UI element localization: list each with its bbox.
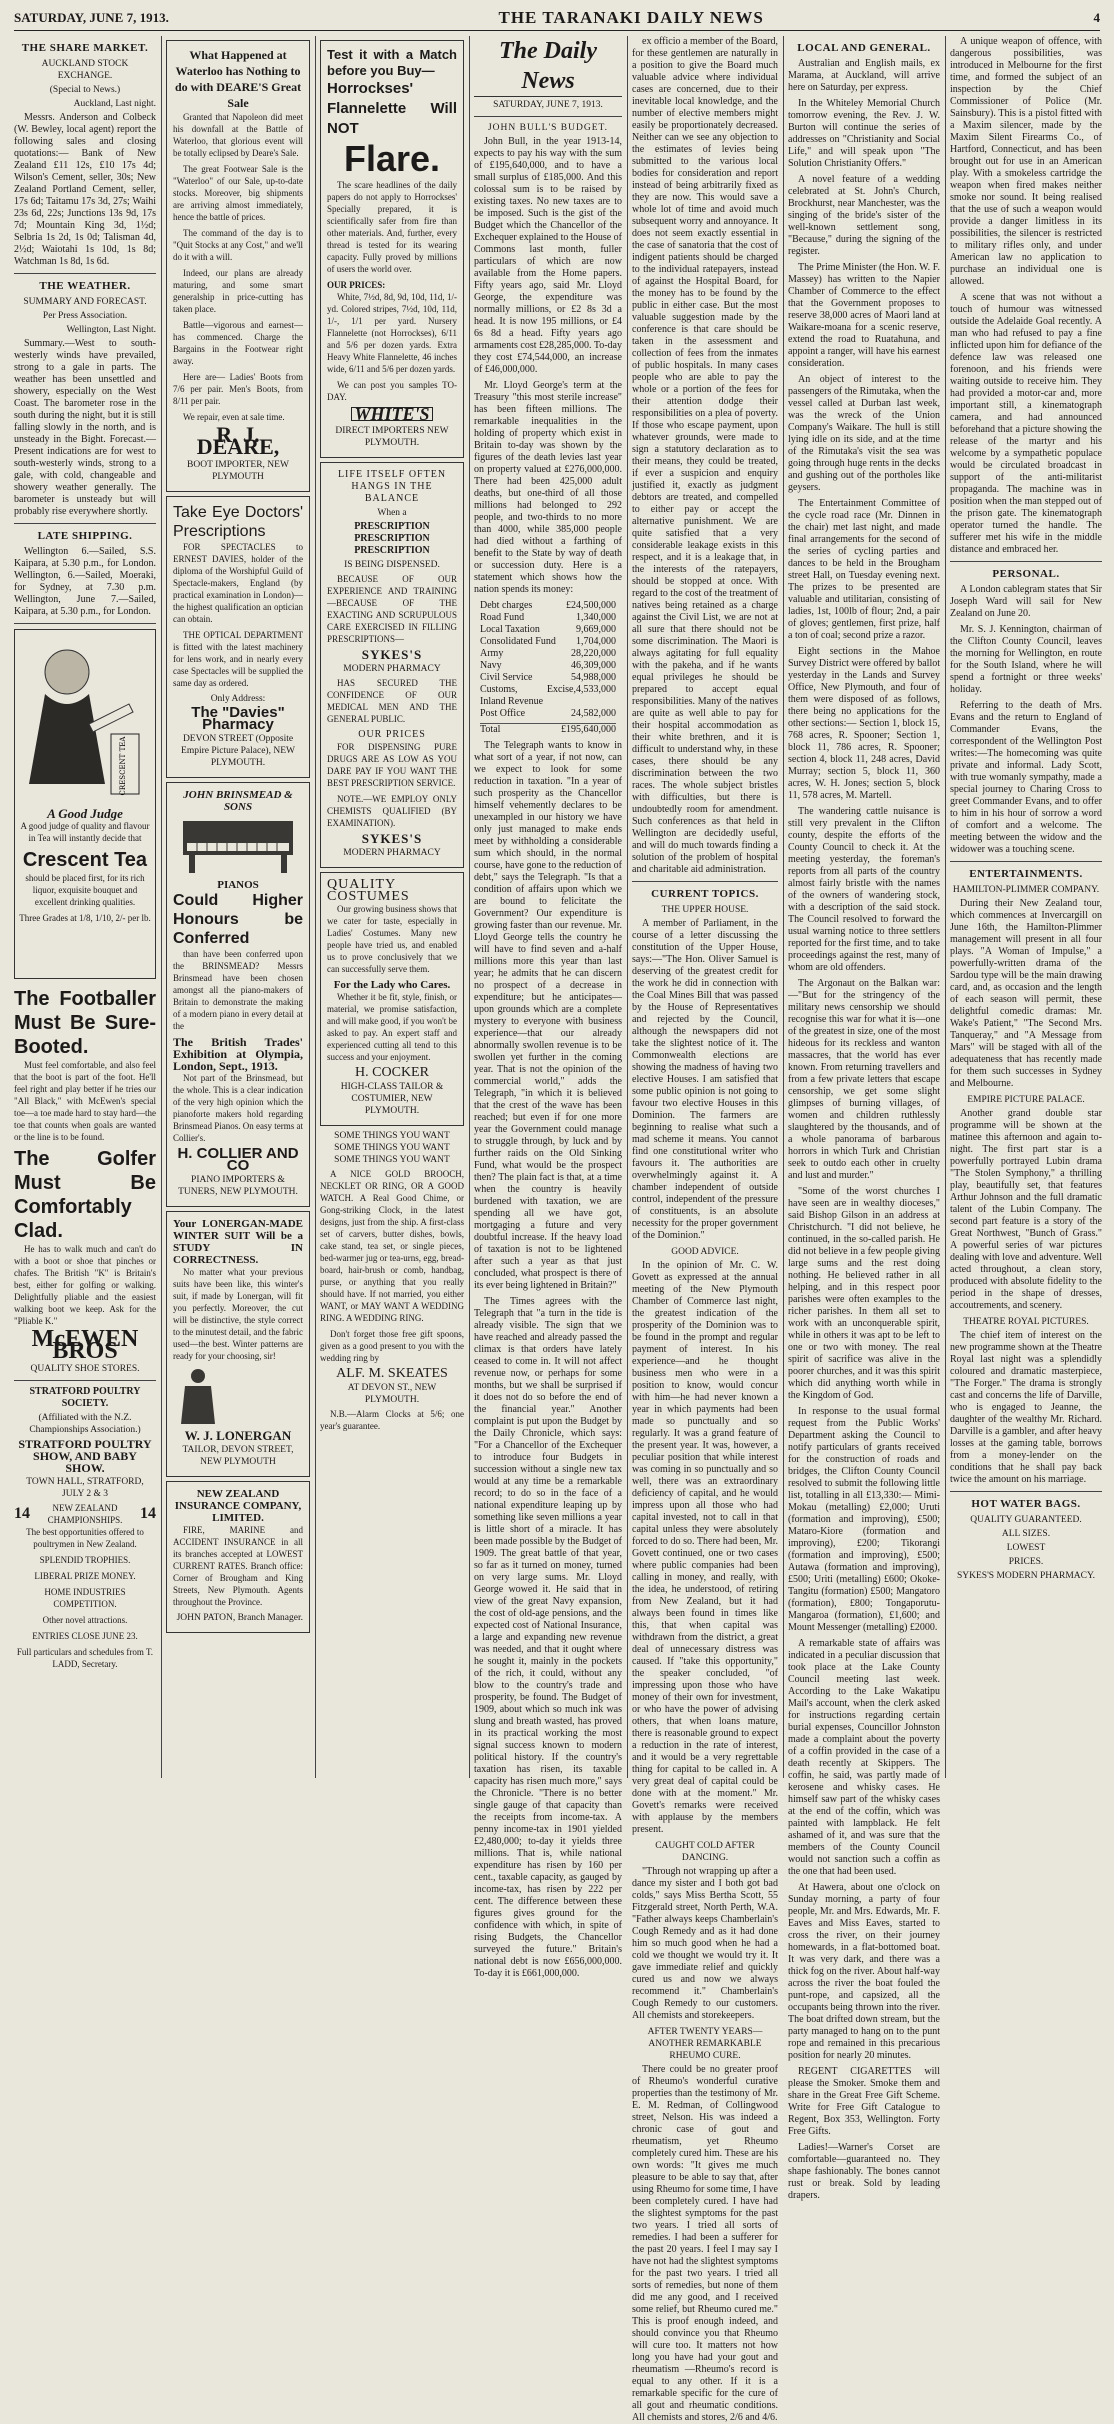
budget-item-value: 4,533,000 bbox=[576, 684, 616, 695]
whites-logo: WHITE'S bbox=[351, 407, 433, 421]
column-rule bbox=[469, 36, 470, 1778]
share-article-text: Messrs. Anderson and Colbeck (W. Bewley, local agent) report the following sales and closing quotations:— Bank of New Zealand £11 12s, £10 17s 4d; Wilson's Cement, seller, 30s; New Zealand Portland Cement, seller, 17s 6d; Taitamu 17s 3d, 27s; Waihi 23s 6d, 22s; Junctions 13s 9d, 17s 7d; Mountain King 3d, 1½d; Selbria 1s 2d, 1s 0d; Talisman 4d, 2½d; Waiotahi 1s 10d, 1s 8d; Watchman 1s 8d, 1s 6d. bbox=[14, 112, 156, 267]
waterloo-text: Battle—vigorous and earnest—has commenced. Charge the Bargains in the Footwear right away. bbox=[173, 320, 303, 366]
share-subheading: AUCKLAND STOCK EXCHANGE. bbox=[41, 59, 129, 81]
crescent-line1: A good judge of quality and flavour in Tea will instantly decide that bbox=[20, 821, 150, 843]
hwb-line: PRICES. bbox=[1008, 1557, 1044, 1567]
hot-water-bags-heading: HOT WATER BAGS. bbox=[971, 1498, 1081, 1510]
collier-name: H. COLLIER AND CO bbox=[177, 1145, 299, 1174]
budget-item-label: Consolidated Fund bbox=[480, 636, 556, 647]
column-rule bbox=[161, 36, 162, 1778]
championship-line: SPLENDID TROPHIES. bbox=[39, 1555, 131, 1565]
waterloo-text: The great Footwear Sale is the "Waterloo" of our Sale, up-to-date stocks. Moreover, big shipments are arriving almost immediately, hence the battle of prices. bbox=[173, 164, 303, 222]
share-market-heading: THE SHARE MARKET. bbox=[21, 42, 149, 54]
eye-doctors-title: Take Eye Doctors' Prescriptions bbox=[173, 504, 303, 540]
hwb-line: SYKES'S MODERN PHARMACY. bbox=[956, 1571, 1095, 1581]
budget-item-label: Debt charges bbox=[480, 600, 533, 611]
insurance-title: NEW ZEALAND INSURANCE COMPANY, LIMITED. bbox=[174, 1488, 302, 1524]
lady-text: Whether it be fit, style, finish, or material, we promise satisfaction, and will make good, if you won't be asked to pay. An expert staff and experienced cutting all tend to this success and your enjoyment. bbox=[327, 992, 457, 1062]
skeates-note: N.B.—Alarm Clocks at 5/6; one year's guarantee. bbox=[320, 1409, 464, 1431]
share-byline: (Special to News.) bbox=[49, 85, 121, 95]
masthead-page-number: 4 bbox=[1093, 10, 1100, 25]
deare-name: R. J. DEARE, bbox=[196, 422, 280, 459]
entertainments-heading: ENTERTAINMENTS. bbox=[969, 868, 1083, 880]
deare-subtitle: BOOT IMPORTER, NEW PLYMOUTH bbox=[187, 460, 289, 482]
empire-picture-heading: EMPIRE PICTURE PALACE. bbox=[967, 1095, 1085, 1105]
column-rule bbox=[783, 36, 784, 1778]
local-paragraph: Eight sections in the Mahoe Survey District were offered by ballot yesterday in the Lands and Survey Office, New Plymouth, and four of them were disposed of as follows, there being no applications for the other sections:— Section 1, block 15, 768 acres, R. Spooner; Section 1, block 11, 786 acres, R. Spooner; section 4, block 11, 248 acres, David Murray; section 5, block 11, 360 acres, W. H. Jones; section 5, block 11, 578 acres, M. Martell. bbox=[788, 646, 940, 801]
theatre-royal-heading: THEATRE ROYAL PICTURES. bbox=[963, 1317, 1089, 1327]
budget-table-row bbox=[480, 684, 616, 708]
brooch-text: A NICE GOLD BROOCH, NECKLET OR RING, OR A GOOD WATCH. A Real Good Chime, or Gong-striking Clock, in the latest designs, just from the ship. A first-class set of carvers, butter dishes, bowls, cake stand, tea set, or single pieces, bed-warmer jug or tea-urns, egg, bread-board, hair-brush or comb, handbag, purse, or anything that you really should have. If not married, you either WANT, or MAY WANT A WEDDING RING. A WEDDING RING. bbox=[320, 1169, 464, 1323]
budget-item-label: Local Taxation bbox=[480, 624, 540, 635]
local-general-heading: LOCAL AND GENERAL. bbox=[797, 42, 931, 54]
brinsmead-title: Could Higher Honours be Conferred bbox=[173, 892, 303, 947]
stratford-place: TOWN HALL, STRATFORD, JULY 2 & 3 bbox=[26, 1477, 144, 1499]
life-text: IS BEING DISPENSED. bbox=[344, 560, 440, 570]
prices-text: White, 7½d, 8d, 9d, 10d, 11d, 1/- yd. Colored stripes, 7½d, 10d, 11d, 1/-, 1/1 per yard. Nursery Flannelette (not Horrockses), 6/11 and 5/6 per dozen yards. Extra Heavy White Flannelette, 46 inches wide, 6/11 and 5/6 per dozen yards. bbox=[327, 292, 457, 374]
local-paragraph: A novel feature of a wedding celebrated at St. John's Church, Brockhurst, near Manchester, was the singing of the bride's sister of the well-known settlement song, "Because," during the signing of the register. bbox=[788, 174, 940, 257]
eye-address-label: Only Address: bbox=[210, 694, 266, 704]
column-6 bbox=[788, 36, 940, 2201]
column-rule bbox=[627, 36, 628, 1778]
waterloo-title: What Happened at Waterloo has Nothing to do with DEARE'S Great Sale bbox=[174, 48, 302, 110]
budget-item-value: 1,704,000 bbox=[576, 636, 616, 647]
championship-line: LIBERAL PRIZE MONEY. bbox=[34, 1571, 136, 1581]
stratford-show: STRATFORD POULTRY SHOW, AND BABY SHOW. bbox=[18, 1437, 152, 1475]
insurance-text: FIRE, MARINE and ACCIDENT INSURANCE in all its branches accepted at LOWEST CURRENT RATES. Branch office: Corner of Brougham and King Streets, New Plymouth. Agents throughout the Province. bbox=[173, 1525, 303, 1607]
editorial-date: SATURDAY, JUNE 7, 1913. bbox=[493, 100, 603, 110]
weather-subheading: SUMMARY AND FORECAST. bbox=[23, 297, 147, 307]
masthead bbox=[14, 6, 1100, 31]
waterloo-text: The command of the day is to "Quit Stocks at any Cost," and we'll do it with a will. bbox=[173, 228, 303, 262]
local-paragraph: An object of interest to the passengers of the Rimutaka, when the vessel called at Durban last week, was the wreck of the Union Company's Waikare. The hull is still lying idle on its side, and at the time of the Rimutaka's visit the sea was going through huge rents in the decks and gushing out of the portholes like geysers. bbox=[788, 374, 940, 493]
shipping-text: Wellington 6.—Sailed, S.S. Kaipara, at 5.30 p.m., for London. Wellington, 6.—Sailed, Moeraki, for Sydney, at 7.30 p.m. Wellington, June 7.—Sailed, Kaipara, at 5.30 p.m., for London. bbox=[14, 546, 156, 617]
crescent-price: Three Grades at 1/8, 1/10, 2/- per lb. bbox=[19, 913, 151, 923]
crescent-judge-title: A Good Judge bbox=[47, 806, 123, 821]
hospital-editorial-text: ex officio a member of the Board, for these gentlemen are naturally in a position to give the Board much valuable advice where individual cases are concerned, due to their inevitable local knowledge, and the number of elective members might easily be proportionately decreased. Neither can we see any objection to the estimates of levies being submitted to the various local bodies for consideration and report instead of being arbitrarily fixed as they are now. This would save a whole lot of time and avoid much subsequent worry and annoyance. It does not seem exactly essential in the case of sanatoria that the cost of indigent patients should be charged to the individual ratepayers, instead of against the Hospital Board, for the money has to be found by the public in either case. But the most valuable suggestion made by the conference is that care should be taken in the assessment and collection of fees from the inmates of public hospitals. In many cases people who are able to pay the whole or a portion of the fees for their attention dodge their responsibilities on a plea of poverty. If those who escape payment, upon whatever grounds, were made to sign a statutory declaration as to their means, they could be treated, if ever a suspicion and enquiry justified it, exactly as judgment debtors are treated, and compelled to either pay or accept the alternative punishment. We are quite satisfied that a very considerable leakage exists in this respect, and it is a leakage that, in the interests of the ratepayers, should be stopped at once. With regard to the cost of the treatment of natives being retained as a charge against the Civil List, we are not at all sure that there should not be some discrimination. The Maori is always agitating for full equality with the pakeha, and if he wants equal privileges he should be prepared to accept equal responsibilities. Many of the natives are quite as well able to pay for their hospital accommodation as their white brethren, and it is difficult to understand why, in these cases, there should be any discrimination between the two races. The whole subject bristles with difficulties, but there is undoubtedly room for amendment. Such conferences as that held in Wellington are decidedly useful, and will do much towards finding a solution of the problem of hospital and charitable aid administration. bbox=[632, 36, 778, 875]
weather-article-text: Summary.—West to south-westerly winds have prevailed, strong to a gale in parts. The weather has been unsettled and showery, especially on the West Coast. The barometer rose in the south during the night, but it is still falling slowly in the north, and is unsteady in the Bight. Forecast.—Present indications are for west to south-westerly winds, strong to a gale, with cold, changeable and showery weather generally. The barometer is unsteady but will probably rise everywhere shortly. bbox=[14, 338, 156, 517]
waterloo-text: Indeed, our plans are already maturing, and some smart generalship in price-cutting has taken place. bbox=[173, 268, 303, 314]
budget-item-value: £24,500,000 bbox=[566, 600, 616, 611]
cold-text: "Through not wrapping up after a dance my sister and I both got bad colds," says Miss Bertha Scott, 55 Fitzgerald street, North Perth, W.A. "Father always keeps Chamberlain's Cough Remedy and as it had done him so much good when he had a cold we thought we would try it. It gave immediate relief and quickly cured us and now we always recommend it." Chamberlain's Cough Remedy to our customers. All chemists and storekeepers. bbox=[632, 1866, 778, 2021]
budget-total-label: Total bbox=[480, 724, 501, 735]
column-3 bbox=[320, 36, 464, 1778]
regent-cigarettes-text: REGENT CIGARETTES will please the Smoker. Smoke them and share in the Great Free Gift Scheme. Write for Free Gift Catalogue to Regent, Box 353, Wellington. Forty Free Gifts. bbox=[788, 2066, 940, 2137]
brinsmead-exhibition: The British Trades' Exhibition at Olympia, London, Sept., 1913. bbox=[173, 1035, 303, 1073]
crescent-tea-name: Crescent Tea bbox=[22, 849, 148, 871]
sykes-text: BECAUSE OF OUR EXPERIENCE AND TRAINING—BECAUSE OF THE EXACTING AND SCRUPULOUS CARE EXERCISED IN FILLING PRESCRIPTIONS— bbox=[327, 574, 457, 644]
quality-text: Our growing business shows that we cater for taste, especially in Ladies' Costumes. Many new people have tried us, and enabled us to prove conclusively that we can successfully serve them. bbox=[327, 904, 457, 974]
local-paragraph: The Entertainment Committee of the cycle road race (Mr. Dinnen in the chair) met last night, and made final arrangements for the second of the series of cycling parties and dances to be held in the Brougham street Hall, on Tuesday evening next. The prizes to be presented are valuable and utilitarian, consisting of ladies, 1st, 100lb of flour; 2nd, a pair of gloves; gentlemen, first prize, half a ton of coal; second prize a razor. bbox=[788, 498, 940, 641]
local-paragraph: The wandering cattle nuisance is still very prevalent in the Clifton county, despite the efforts of the County Council to check it. At the meeting yesterday, the foreman's reports from all parts of the country almost fairly bristle with the names of the owners of wandering stock, with a description of the said stock. The Council resolved to forward the usual warning notice to three settlers reported for the first time, and to take proceedings against the rest, many of whom are old offenders. bbox=[788, 806, 940, 973]
horrockses-advert bbox=[320, 40, 464, 458]
sykes-subtitle: MODERN PHARMACY bbox=[343, 664, 441, 674]
lady-heading: For the Lady who Cares. bbox=[333, 979, 451, 991]
budget-item-value: 24,582,000 bbox=[571, 708, 616, 719]
horrockses-text: The scare headlines of the daily papers do not apply to Horrockses' Specially prepared, it is scientifically safer from fire than other materials. And, further, every thread is tested for its wearing capacity. Fully proved by millions of users the world over. bbox=[327, 180, 457, 274]
sykes-text: HAS SECURED THE CONFIDENCE OF OUR MEDICAL MEN AND THE GENERAL PUBLIC. bbox=[327, 678, 457, 724]
masthead-paper-name: THE TARANAKI DAILY NEWS bbox=[498, 8, 764, 27]
sykes-subtitle: MODERN PHARMACY bbox=[343, 848, 441, 858]
waterloo-text: Granted that Napoleon did meet his downfall at the Battle of Waterloo, that glorious event will be totally eclipsed by Deare's Sale. bbox=[173, 112, 303, 158]
budget-item-label: Civil Service bbox=[480, 672, 533, 683]
brinsmead-logo: JOHN BRINSMEAD & SONS bbox=[183, 789, 293, 813]
news-paragraph: A scene that was not without a touch of humour was witnessed outside the Adelaide Goal recently. A man who had refused to pay a fine inflicted upon him for defiance of the defence law was released one forenoon, and his friends were waiting outside to receive him. They had provided a motor-car and, more important still, a kinematograph camera, and had announced beforehand that a picture showing the release of the martyr and his welcome by a sympathetic populace would be circulated broadcast in support of the anti-militarist propaganda. The machine was in position when the man stepped out of the prison gate. The kinematograph operator turned the handle. The sufferer met his wife in the middle distance and embraced her. bbox=[950, 292, 1102, 555]
budget-table-row bbox=[480, 624, 616, 636]
budget-paragraph: The Times agrees with the Telegraph that "a turn in the tide is already visible. The sign that we have reached and already passed the climax is that orders have lately ceased to come in. It will not affect revenue now, or perhaps for some months, but we shall be surprised if it does not do so before the end of the financial year." Another complaint is put upon the Budget by the Daily Chronicle, which says: "For a Chancellor of the Exchequer to introduce four Budgets in succession without a single new tax would at any time be a remarkable record; to do so in the face of a national expenditure leaping up by something like seven millions a year is little short of a miracle. It has been made possible by the Budget of 1909. The great battle of that year, so far as it turned on money, turned on very large sums. Mr. Lloyd George wowed it. He said that in view of the great Navy expansion, the cost of old-age pensions, and the expected cost of National Insurance, a large and expanding new revenue was needed, and that it ought where he sought it, mainly in the pockets of the rich, it could, without any blow to the country's trade and prosperity, be found. The Budget of 1909, about which so much ink was slung and breath wasted, has proved in its practical working the most signal success known to modern political history. If the country's taxation has risen, its taxable capacity has risen much more," says the Chronicle. "There is no better single gauge of that capacity than the receipts from income-tax. A penny income-tax in 1901 yielded £2,480,000; to-day it yields three millions. That is, while national expenditure has risen by 160 per cent., taxable capacity, as gauged by income-tax, has risen by 222 per cent. The difference between these figures gives ground for the confidence with which, in spite of rising Budgets, the Chancellor surveyed the future." Britain's national debt is now £656,000,000. To-day it is £661,000,000. bbox=[474, 1296, 622, 1979]
column-rule bbox=[945, 36, 946, 1778]
life-when: When a bbox=[377, 508, 407, 518]
local-paragraph: In response to the usual formal request from the Public Works' Department asking the Council to notify particulars of grants received for the construction of roads and bridges, the Clifton County Council resolved to submit the following little list, totalling in all £13,330:— Mimi-Mokau (metalling) £2,000; Uruti (formation and improving), £500; Mataro-Kiore (formation and improving), £200; Tikorangi (formation and improving), £500; Autawa (formation and improving), £500; Uriti (metalling) £600; Okoke-Tangitu (formation) £500; Mangatoro (formation), £800; Tongaporutu-Mangaroa (formation), £1,600; and Mount Messenger (metalling) £2000. bbox=[788, 1406, 940, 1633]
tea-drinker-illustration-icon bbox=[19, 634, 151, 804]
cold-heading: CAUGHT COLD AFTER DANCING. bbox=[655, 1841, 755, 1863]
golfer-ad-title: The Golfer Must Be Comfortably Clad. bbox=[14, 1148, 156, 1242]
current-topics-heading: CURRENT TOPICS. bbox=[651, 888, 759, 900]
brinsmead-pianos-label: PIANOS bbox=[217, 879, 259, 891]
footballer-ad-text: Must feel comfortable, and also feel that the boot is part of the foot. He'll feel right and play better if he tries our "All Black," with McEwen's special toe—a toe made hard to stay hard—the toe that counts when goals are wanted or the line is to be found. bbox=[14, 1060, 156, 1142]
budget-table-row bbox=[480, 648, 616, 660]
entertainment-paragraph: During their New Zealand tour, which commences at Invercargill on June 16th, the Hamilton-Plimmer management will present in all four plays. "A Woman of Impulse," a powerfully-written drama of the Sardou type will be the main drawing card, and, as occasion and the length of each season will permit, these delightful comedic dramas: Mr. Wake's Patient," "The Second Mrs. Tanqueray," and "A Message from Mars" will be staged with all of the adequateness that has recently made for them such successes in Sydney and Melbourne. bbox=[950, 898, 1102, 1089]
budget-table bbox=[480, 600, 616, 720]
column-rule bbox=[315, 36, 316, 1778]
eye-text: FOR SPECTACLES to ERNEST DAVIES, holder of the diploma of the Worshipful Guild of Spectacle-makers, England (by practical examination in London)—the highest qualification an optician can obtain. bbox=[173, 542, 303, 624]
championship-line: The best opportunities offered to poultrymen in New Zealand. bbox=[26, 1527, 144, 1549]
sykes-text: FOR DISPENSING PURE DRUGS ARE AS LOW AS YOU DARE PAY IF YOU WANT THE BEST PRESCRIPTION SERVICE. bbox=[327, 742, 457, 788]
davies-pharmacy-name: The "Davies" Pharmacy bbox=[191, 704, 285, 733]
horrockses-title: Test it with a Match before you Buy— bbox=[327, 47, 457, 78]
sykes-prescription-advert bbox=[320, 462, 464, 868]
daily-news-logo: The Daily News bbox=[474, 36, 622, 97]
eye-text: THE OPTICAL DEPARTMENT is fitted with the latest machinery for lens work, and in nearly every case Spectacles will be supplied the same day as ordered. bbox=[173, 630, 303, 688]
stratford-affiliation: (Affiliated with the N.Z. Championships Association.) bbox=[29, 1413, 141, 1435]
tailor-figure-icon bbox=[173, 1366, 223, 1426]
sykes-name: SYKES'S bbox=[361, 647, 423, 662]
column-1 bbox=[14, 36, 156, 1778]
entertainment-paragraph: The chief item of interest on the new programme shown at the Theatre Royal last night was a splendidly coloured and dramatic masterpiece, "The Forger." The drama is strongly cast and concerns the life of Darville, who is engaged to Jeanne, the daughter of the wealthy Mr. Richard. Darville is a gambler, and after heavy losses at the gaming table, borrows from a money-lender on the conditions that he shall pay back twice the amount on his marriage. bbox=[950, 1330, 1102, 1485]
lonergan-name: W. J. LONERGAN bbox=[184, 1428, 292, 1443]
budget-table-row bbox=[480, 660, 616, 672]
skeates-subtitle: AT DEVON ST., NEW PLYMOUTH. bbox=[347, 1383, 437, 1405]
skeates-name: ALF. M. SKEATES bbox=[336, 1366, 448, 1381]
lonergan-tailor-advert bbox=[166, 1211, 310, 1477]
column-2 bbox=[166, 36, 310, 1778]
hamilton-plimmer-heading: HAMILTON-PLIMMER COMPANY. bbox=[952, 885, 1100, 895]
lonergan-text: No matter what your previous suits have been like, this winter's suit, if made by Lonergan, will fit you perfectly. Moreover, the cut will be distinctive, the style correct to the minutest detail, and the fabric used—the best. Winter patterns are ready for your choosing, sir! bbox=[173, 1267, 303, 1361]
rheumo-heading: AFTER TWENTY YEARS—ANOTHER REMARKABLE RHEUMO CURE. bbox=[647, 2027, 763, 2061]
budget-total-row bbox=[480, 723, 616, 736]
cocker-subtitle: HIGH-CLASS TAILOR & COSTUMIER, NEW PLYMOUTH. bbox=[340, 1082, 444, 1116]
budget-item-value: 46,309,000 bbox=[571, 660, 616, 671]
budget-item-value: 54,988,000 bbox=[571, 672, 616, 683]
prices-heading: OUR PRICES: bbox=[327, 280, 386, 290]
column-4 bbox=[474, 36, 623, 1979]
cocker-lines: SOME THINGS YOU WANT SOME THINGS YOU WANT SOME THINGS YOU WANT bbox=[334, 1131, 450, 1165]
local-paragraph: At Hawera, about one o'clock on Sunday morning, a party of four people, Mr. and Mrs. Edwards, Mr. F. Eaves and Miss Eaves, started to cross the river, on their journey homewards, in a flat-bottomed boat. It was very dark, and there was a thick fog on the river. About half-way across the river the boat fouled the punt-rope, and capsized, all the occupants being thrown into the river. The boat drifted down stream, but the party managed to hang on to the punt rope and remained in this precarious position for nearly 20 minutes. bbox=[788, 1882, 940, 2061]
shipping-heading: LATE SHIPPING. bbox=[37, 530, 133, 542]
budget-item-label: Road Fund bbox=[480, 612, 525, 623]
column-7 bbox=[950, 36, 1102, 1778]
local-paragraph: "Some of the worst churches I have seen are in wealthy dioceses," said Bishop Gilson in an address at Christchurch. "I did not believe, he continued, in the so-called parish. He did not believe in a few people giving large sums and the rest doing nothing. He believed rather in all helping, and in this respect poor parishes were often examples to the richer parishes. In them all set to work with an unconquerable spirit, while in others it was apt to be left to one or two with money. The real spirit of sacrifice was alive in the poorer churches, and it was this spirit which did anything worth while in the Kingdom of God. bbox=[788, 1186, 940, 1401]
svg-text:CRESCENT TEA: CRESCENT TEA bbox=[119, 736, 127, 796]
budget-paragraph: The Telegraph wants to know in what sort of a year, if not now, can we expect to look for some reduction in taxation. "In a year of such prosperity as the Chancellor himself vehemently declares to be unexampled in our history we have only just managed to make ends meet by withholding a considerable sum which should, in the normal course, have gone to the reduction of debt," says the Telegraph. "Is that a condition of affairs upon which we are bound to felicitate the Government? Our expenditure is growing faster than our revenue. Mr. Lloyd George tells the country he will have to find seven and a-half millions more this year than last year; he admits that he can discern no prospect of a decrease in expenditure; but he anticipates—upon grounds which are a complete mystery to everyone with business experience—that our already abnormally swollen revenue is to be swollen yet further in the coming year. That is not the opinion of the commercial world," adds the Telegraph, "in which it is believed that the crest of the wave has been reached; but even if for one more year the Government could manage to struggle through, by luck and by further raids on the Old Sinking Fund, what would be the prospect then? The plain fact is that, at a time when the country is heavily burdened with taxation, we are spending all we have got, mortgaging a future and very doubtful increase. If the heavy load of taxation is not to be lightened after such a year as that just concluded, what prospect is there of its ever being lightened in Britain?" bbox=[474, 740, 623, 1291]
collier-subtitle: PIANO IMPORTERS & TUNERS, NEW PLYMOUTH. bbox=[178, 1175, 298, 1197]
horrockses-name: Horrockses' Flannelette Will NOT bbox=[327, 80, 457, 137]
championship-line: ENTRIES CLOSE JUNE 23. bbox=[32, 1631, 138, 1641]
brinsmead-text: than have been conferred upon the BRINSMEAD? Messrs Brinsmead have been chosen amongst all the piano-makers of Britain to demonstrate the making of a modern piano in every detail at the bbox=[173, 949, 303, 1031]
crescent-tea-advert bbox=[14, 629, 156, 979]
budget-item-label: Customs, Excise, Inland Revenue bbox=[480, 684, 576, 707]
lonergan-subtitle: TAILOR, DEVON STREET, NEW PLYMOUTH bbox=[182, 1445, 294, 1467]
piano-icon bbox=[173, 813, 303, 875]
championship-number: 14 bbox=[140, 1505, 156, 1522]
local-paragraph: In the Whiteley Memorial Church tomorrow evening, the Rev. J. W. Burton will continue the series of addresses on "Christianity and Social Life," and will speak upon "The Solution Christianity Offers." bbox=[788, 98, 940, 169]
budget-paragraph: Mr. Lloyd George's term at the Treasury "this most sterile increase" has been fifteen millions. The remarkable inequalities in the holding of property which exist in Britain to-day was shown by the figures of the death levies last year on property valued at £276,000,000. There had been 425,000 adult deaths, but one-third of all those millions had belonged to 292 people, and two-thirds to no more than 4000, while 385,000 people had died without a farthing of benefit to the State by way of death or succession duty. Here is a statement which shows how the nation spends its money: bbox=[474, 380, 622, 595]
cocker-costumes-advert bbox=[320, 872, 464, 1126]
local-paragraph: Australian and English mails, ex Marama, at Auckland, will arrive here on Saturday, per express. bbox=[788, 58, 940, 93]
budget-item-label: Post Office bbox=[480, 708, 526, 719]
hwb-line: LOWEST bbox=[1006, 1543, 1046, 1553]
local-paragraph: A remarkable state of affairs was indicated in a peculiar discussion that took place at the Lake County Council meeting last week. According to the Lake Wakatipu Mail's account, when the clerk asked for instructions regarding certain burial expenses, Councillor Johnston made a complaint about the poverty of a coffin provided in the case of a death recently at Skippers. The coffin, he said, was partly made of kerosene and whisky cases. He himself saw part of the whisky cases at the end of the coffin, which was painted with lampblack. He felt ashamed of it, and was sure that the members of the County Council would not sanction such a coffin as the one that had been used. bbox=[788, 1638, 940, 1877]
brinsmead-text: Not part of the Brinsmead, but the whole. This is a clear indication of the very high opinion which the pianoforte makers hold regarding Brinsmead Pianos. On easy terms at Collier's. bbox=[173, 1073, 303, 1143]
good-advice-heading: GOOD ADVICE. bbox=[671, 1247, 739, 1257]
upper-house-heading: THE UPPER HOUSE. bbox=[661, 905, 749, 915]
championship-line: HOME INDUSTRIES COMPETITION. bbox=[44, 1587, 126, 1609]
quality-title: QUALITY COSTUMES bbox=[327, 877, 410, 904]
sykes-name: SYKES'S bbox=[361, 831, 423, 846]
personal-paragraph: Mr. S. J. Kennington, chairman of the Clifton County Council, leaves the morning for Wellington, en route for the South Island, where he will spend a fortnight or three weeks' holiday. bbox=[950, 624, 1102, 695]
news-paragraph: A unique weapon of offence, with dangerous possibilities, was introduced in Melbourne for the first time, and formed the subject of an inspection by the Chief Commissioner of Police (Mr. Sainsbury). This is a pistol fitted with a Maxim silencer, made by the Maxim Silent Firearms Co., of Hartford, Connecticut, and has been brought out for use in an American play. With a smokeless cartridge the weapon when fired makes neither smoke nor sound. It being realised that the use of such a weapon would provide a danger limitless in its possibilities, the silencer is restricted to military rifles only, and under American law no application to purchase an individual one is allowed. bbox=[950, 36, 1102, 287]
weather-byline: Per Press Association. bbox=[42, 311, 128, 321]
life-title: LIFE ITSELF OFTEN HANGS IN THE BALANCE bbox=[337, 469, 447, 504]
crescent-line2: should be placed first, for its rich liquor, exquisite bouquet and excellent drinking qualities. bbox=[25, 873, 145, 907]
budget-item-label: Navy bbox=[480, 660, 502, 671]
budget-item-value: 9,669,000 bbox=[576, 624, 616, 635]
mcewen-subtitle: QUALITY SHOE STORES. bbox=[30, 1364, 140, 1374]
local-paragraph: The Argonaut on the Balkan war:—"But for the stringency of the military news censorship we should recognise this war for what it is—one of the greatest in size, one of the most hideous for its reckless and wanton massacres, that the world has ever known. From returning travellers and from a few private letters that escape censorship, we get some slight glimpses of burning villages, of women and children ruthlessly slaughtered by the thousands, and of a whole panorama of barbarous horrors in which Turk and Christian seek to outdo each other in cruelty and lust and murder." bbox=[788, 978, 940, 1181]
footballer-ad-title: The Footballer Must Be Sure-Booted. bbox=[14, 988, 156, 1058]
mcewen-bros-name: McEWEN BROS bbox=[31, 1326, 139, 1364]
share-dateline: Auckland, Last night. bbox=[73, 99, 156, 109]
cocker-name: H. COCKER bbox=[355, 1065, 429, 1080]
championship-line: Other novel attractions. bbox=[42, 1615, 128, 1625]
championship-number: 14 bbox=[14, 1505, 30, 1522]
flare-word: Flare. bbox=[343, 138, 441, 179]
personal-paragraph: A London cablegram states that Sir Joseph Ward will sail for New Zealand on June 20. bbox=[950, 584, 1102, 619]
skeates-advert bbox=[320, 1130, 464, 1432]
hwb-line: ALL SIZES. bbox=[1001, 1529, 1051, 1539]
budget-heading: JOHN BULL'S BUDGET. bbox=[487, 123, 609, 133]
good-advice-text: In the opinion of Mr. C. W. Govett as expressed at the annual meeting of the New Plymouth Chamber of Commerce last night, the greatest indication of the prosperity of the Dominion was to be found in the prompt and regular payment of interest. In his experience—and he thought business men who were in a position to know, would concur with him—he had never known a year in which payments had been made so punctually and so regularly. It was a grand feature of the present year. It was, however, a peculiar position that while interest was coming in so punctually and so well, there was an extraordinary deficiency of capital, and he would impress upon all those who had capital invested, not to call in that capital unless they were absolutely forced to do so. There had been, Mr. Govett continued, one or two cases where public companies had been calling in money, and really, with the idea, he understood, of retiring from New Zealand, but it had always been found in times like this, that when capital was withdrawn from the district, a great deal of unnecessary distress was caused. If "take this opportunity," the speaker concluded, "of impressing upon those who have money of their own for investment, or who have the power of advising others, that when loans mature, there is reasonable ground to expect a reduction in the rate of interest, and it would be a very regrettable thing for capital to be called in. A very great deal of capital could be done with at the moment." Mr. Govett's remarks were received with applause by the members present. bbox=[632, 1260, 778, 1835]
our-prices: OUR PRICES bbox=[358, 729, 426, 740]
post-text: We can post you samples TO-DAY. bbox=[327, 380, 457, 402]
brooch-text: Don't forget those free gift spoons, given as a good present to you with the wedding ring by bbox=[320, 1329, 464, 1363]
prescription-word: PRESCRIPTION bbox=[354, 545, 430, 556]
davies-pharmacy-advert bbox=[166, 496, 310, 778]
budget-table-row bbox=[480, 612, 616, 624]
warner-corset-text: Ladies!—Warner's Corset are comfortable—guaranteed no. They shape fashionably. The bones cannot rust or break. Sold by leading drapers. bbox=[788, 2142, 940, 2201]
lonergan-title: Your LONERGAN-MADE WINTER SUIT Will be a STUDY IN CORRECTNESS. bbox=[173, 1218, 303, 1266]
budget-table-row bbox=[480, 708, 616, 720]
budget-table-row bbox=[480, 600, 616, 612]
upper-house-text: A member of Parliament, in the course of a letter discussing the constitution of the Upper House, says:—"The Hon. Oliver Samuel is deserving of the greatest credit for the work he did in connection with the Coal Mines Bill that was passed by the House of Representatives and rejected by the Council, although the newspapers did not take the slightest notice of it. The Commonwealth elections are showing the madness of having two elective Houses. I am satisfied that some public opinion is not going to favour two elective Houses in this Dominion. The farmers are beginning to realise what such a mad scheme it means. You cannot find one constitutional writer who favours it. The authorities are overwhelmingly against it. A chamber independent of outside control, independent of the pressure of constituents, is an absolute necessity for the proper government of the Dominion." bbox=[632, 918, 778, 1241]
weather-dateline: Wellington, Last Night. bbox=[66, 325, 156, 335]
column-5 bbox=[632, 36, 778, 2423]
rheumo-text: There could be no greater proof of Rheumo's wonderful curative properties than the testimony of Mr. E. M. Redman, of Collingwood street, Nelson. His was indeed a chronic case of gout and rheumatism, yet Rheumo completely cured him. These are his own words: "It gives me much pleasure to be able to say that, after using Rheumo for some time, I have been completely cured. I have had the slightest symptoms for the past two years. I tried all sorts of remedies. I had been a sufferer for the past 20 years. I feel I may say I have not had the slightest symptoms for the past two years. I tried all sorts of remedies, but none of them did me any good, and I received some relief, but Rheumo cured me." This is proof enough indeed, and should convince you that Rheumo will cure too. It matters not how long you have had your gout and rheumatism —Rheumo's record is equal to any other. If it is a remarkable specific for the cure of all gout and rheumatic conditions. All chemists and stores, 2/6 and 4/6. bbox=[632, 2064, 778, 2423]
budget-table-row bbox=[480, 672, 616, 684]
entertainment-paragraph: Another grand double star programme will be shown at the matinee this afternoon and again to-night. The first part star is a powerfully portrayed Lubin drama "The Stolen Symphony," a thrilling play, beautifully set, that features Arthur Johnson and the full dramatic talent of the Lubin Company. The second part feature is a story of the Great Northwest, "Bunch of Grass." A powerful series of war pictures dealing with love and adventure. Well acted throughout, a clean story, produced with absolute fidelity to the period in the shape of dresses, accoutrements, and scenery. bbox=[950, 1108, 1102, 1311]
hwb-line: QUALITY GUARANTEED. bbox=[970, 1515, 1082, 1525]
championship-text: NEW ZEALAND CHAMPIONSHIPS. bbox=[47, 1503, 123, 1525]
masthead-date: SATURDAY, JUNE 7, 1913. bbox=[14, 10, 169, 25]
budget-table-row bbox=[480, 636, 616, 648]
weather-heading: THE WEATHER. bbox=[39, 280, 131, 292]
budget-paragraph: John Bull, in the year 1913-14, expects to pay his way with the sum of £195,640,000, and to have a small surplus of £185,000. And this colossal sum is to be raised by existing taxes. No new taxes are to be imposed. Such is the gist of the Budget which the Chancellor of the Exchequer explained to the House of Commons last month, fuller particulars of which are now available from the Home papers. Fifty years ago, said Mr. Lloyd George, the expenditure was normally millions, or £2 8s 3d a head. It is now 195 millions, or £4 6s 8d a head. Fifty years ago armaments cost £28,285,000. To-day they cost £74,544,000, an increase of £46,000,000. bbox=[474, 136, 623, 375]
championship-line: Full particulars and schedules from T. LADD, Secretary. bbox=[16, 1647, 154, 1669]
golfer-ad-text: He has to walk much and can't do with a boot or shoe that pinches or chafes. The British "K" is Britain's best, either for golfing or walking. Delightfully pliable and the easiest walking boot we keep. Ask for the "Pliable K." bbox=[14, 1244, 156, 1326]
budget-item-label: Army bbox=[480, 648, 504, 659]
waterloo-text: Here are— Ladies' Boots from 7/6 per pair. Men's Boots, from 8/11 per pair. bbox=[173, 372, 303, 406]
davies-subtitle: DEVON STREET (Opposite Empire Picture Palace), NEW PLYMOUTH. bbox=[181, 734, 295, 768]
local-paragraph: The Prime Minister (the Hon. W. F. Massey) has written to the Napier Chamber of Commerce to the effect that the Government proposes to reserve 38,000 acres of Maori land at Waikare-moana for a scenic reserve, extend the road to Ruatahuna, and appoint a ranger, will have his earnest consideration. bbox=[788, 262, 940, 369]
waterloo-text: We repair, even at sale time. bbox=[183, 412, 285, 422]
personal-heading: PERSONAL. bbox=[992, 568, 1060, 580]
championship-row bbox=[14, 1502, 156, 1526]
whites-subtitle: DIRECT IMPORTERS NEW PLYMOUTH. bbox=[335, 426, 449, 448]
prescription-word: PRESCRIPTION bbox=[354, 533, 430, 544]
brinsmead-piano-advert bbox=[166, 782, 310, 1207]
insurance-advert bbox=[166, 1481, 310, 1633]
personal-paragraph: Referring to the death of Mrs. Evans and the return to England of Commander Evans, the correspondent of the Wellington Post writes:—The homecoming was quite private and informal. Lady Scott, with true womanly sympathy, made a special journey to Charing Cross to greet Commander Evans, and to offer to him in his hour of sorrow a word of comfort and a welcome. The meeting between the widow and the widower was a touching scene. bbox=[950, 700, 1102, 855]
budget-total-value: £195,640,000 bbox=[561, 724, 616, 735]
budget-item-value: 1,340,000 bbox=[576, 612, 616, 623]
sykes-text: NOTE.—WE EMPLOY ONLY CHEMISTS QUALIFIED (BY EXAMINATION). bbox=[327, 794, 457, 828]
stratford-title: STRATFORD POULTRY SOCIETY. bbox=[29, 1386, 141, 1409]
prescription-word: PRESCRIPTION bbox=[354, 521, 430, 532]
insurance-manager: JOHN PATON, Branch Manager. bbox=[176, 1613, 303, 1623]
budget-item-value: 28,220,000 bbox=[571, 648, 616, 659]
deare-sale-advert bbox=[166, 40, 310, 492]
